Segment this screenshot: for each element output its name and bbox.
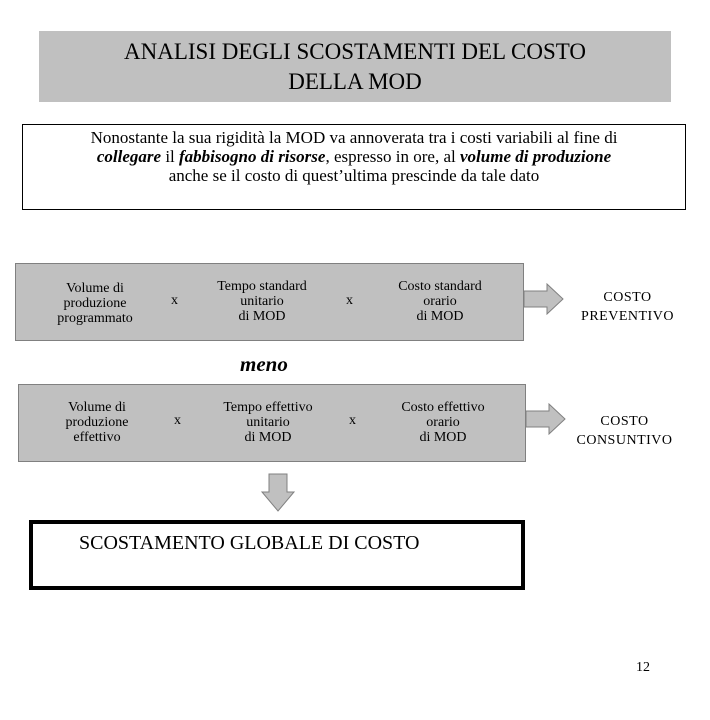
cell-line: unitario bbox=[240, 294, 284, 309]
slide-title bbox=[39, 31, 671, 102]
costo-consuntivo-label bbox=[562, 412, 687, 450]
scostamento-label: SCOSTAMENTO GLOBALE DI COSTO bbox=[79, 532, 420, 554]
preventivo-costo-cell bbox=[375, 279, 505, 324]
cell-line: Costo standard bbox=[398, 279, 482, 294]
consuntivo-tempo-cell bbox=[203, 400, 333, 445]
intro-line-2 bbox=[23, 147, 685, 166]
cell-line: produzione bbox=[65, 415, 129, 430]
cell-line: di MOD bbox=[416, 309, 464, 324]
preventivo-volume-cell bbox=[40, 281, 150, 326]
intro-emph-collegare: collegare bbox=[96, 147, 162, 166]
intro-emph-volume: volume di produzione bbox=[460, 147, 612, 166]
outcome-line: PREVENTIVO bbox=[581, 309, 674, 324]
preventivo-right-arrow-icon bbox=[523, 283, 565, 315]
cell-line: Volume di bbox=[66, 281, 124, 296]
preventivo-tempo-cell bbox=[197, 279, 327, 324]
cell-line: unitario bbox=[246, 415, 290, 430]
cell-line: effettivo bbox=[73, 430, 121, 445]
outcome-line: COSTO bbox=[600, 414, 649, 429]
consuntivo-multiply-1: x bbox=[174, 413, 181, 428]
consuntivo-multiply-2: x bbox=[349, 413, 356, 428]
cell-line: Tempo standard bbox=[217, 279, 307, 294]
meno-label: meno bbox=[240, 352, 288, 376]
cell-line: programmato bbox=[57, 311, 133, 326]
outcome-line: COSTO bbox=[603, 290, 652, 305]
intro-text-box bbox=[22, 124, 686, 210]
cell-line: produzione bbox=[63, 296, 127, 311]
intro-text-il: il bbox=[161, 147, 180, 166]
cell-line: orario bbox=[426, 415, 460, 430]
cell-line: Costo effettivo bbox=[401, 400, 485, 415]
down-arrow-icon bbox=[260, 473, 296, 513]
cell-line: Tempo effettivo bbox=[223, 400, 313, 415]
page-number: 12 bbox=[636, 660, 650, 675]
outcome-line: CONSUNTIVO bbox=[576, 433, 673, 448]
scostamento-box bbox=[29, 520, 525, 590]
title-line-1: ANALISI DEGLI SCOSTAMENTI DEL COSTO bbox=[124, 38, 586, 64]
intro-text-espresso: , espresso in ore, al bbox=[325, 147, 460, 166]
intro-line-3: anche se il costo di quest’ultima prescinde da tale dato bbox=[168, 166, 540, 185]
consuntivo-volume-cell bbox=[47, 400, 147, 445]
preventivo-multiply-1: x bbox=[171, 293, 178, 308]
cell-line: di MOD bbox=[238, 309, 286, 324]
cell-line: di MOD bbox=[419, 430, 467, 445]
consuntivo-costo-cell bbox=[378, 400, 508, 445]
consuntivo-right-arrow-icon bbox=[525, 403, 567, 435]
title-line-2: DELLA MOD bbox=[288, 68, 422, 94]
cell-line: orario bbox=[423, 294, 457, 309]
cell-line: Volume di bbox=[68, 400, 126, 415]
intro-emph-fabbisogno: fabbisogno di risorse bbox=[179, 147, 326, 166]
intro-line-1: Nonostante la sua rigidità la MOD va annoverata tra i costi variabili al fine di bbox=[90, 128, 618, 147]
costo-preventivo-label bbox=[565, 288, 690, 326]
preventivo-multiply-2: x bbox=[346, 293, 353, 308]
cell-line: di MOD bbox=[244, 430, 292, 445]
